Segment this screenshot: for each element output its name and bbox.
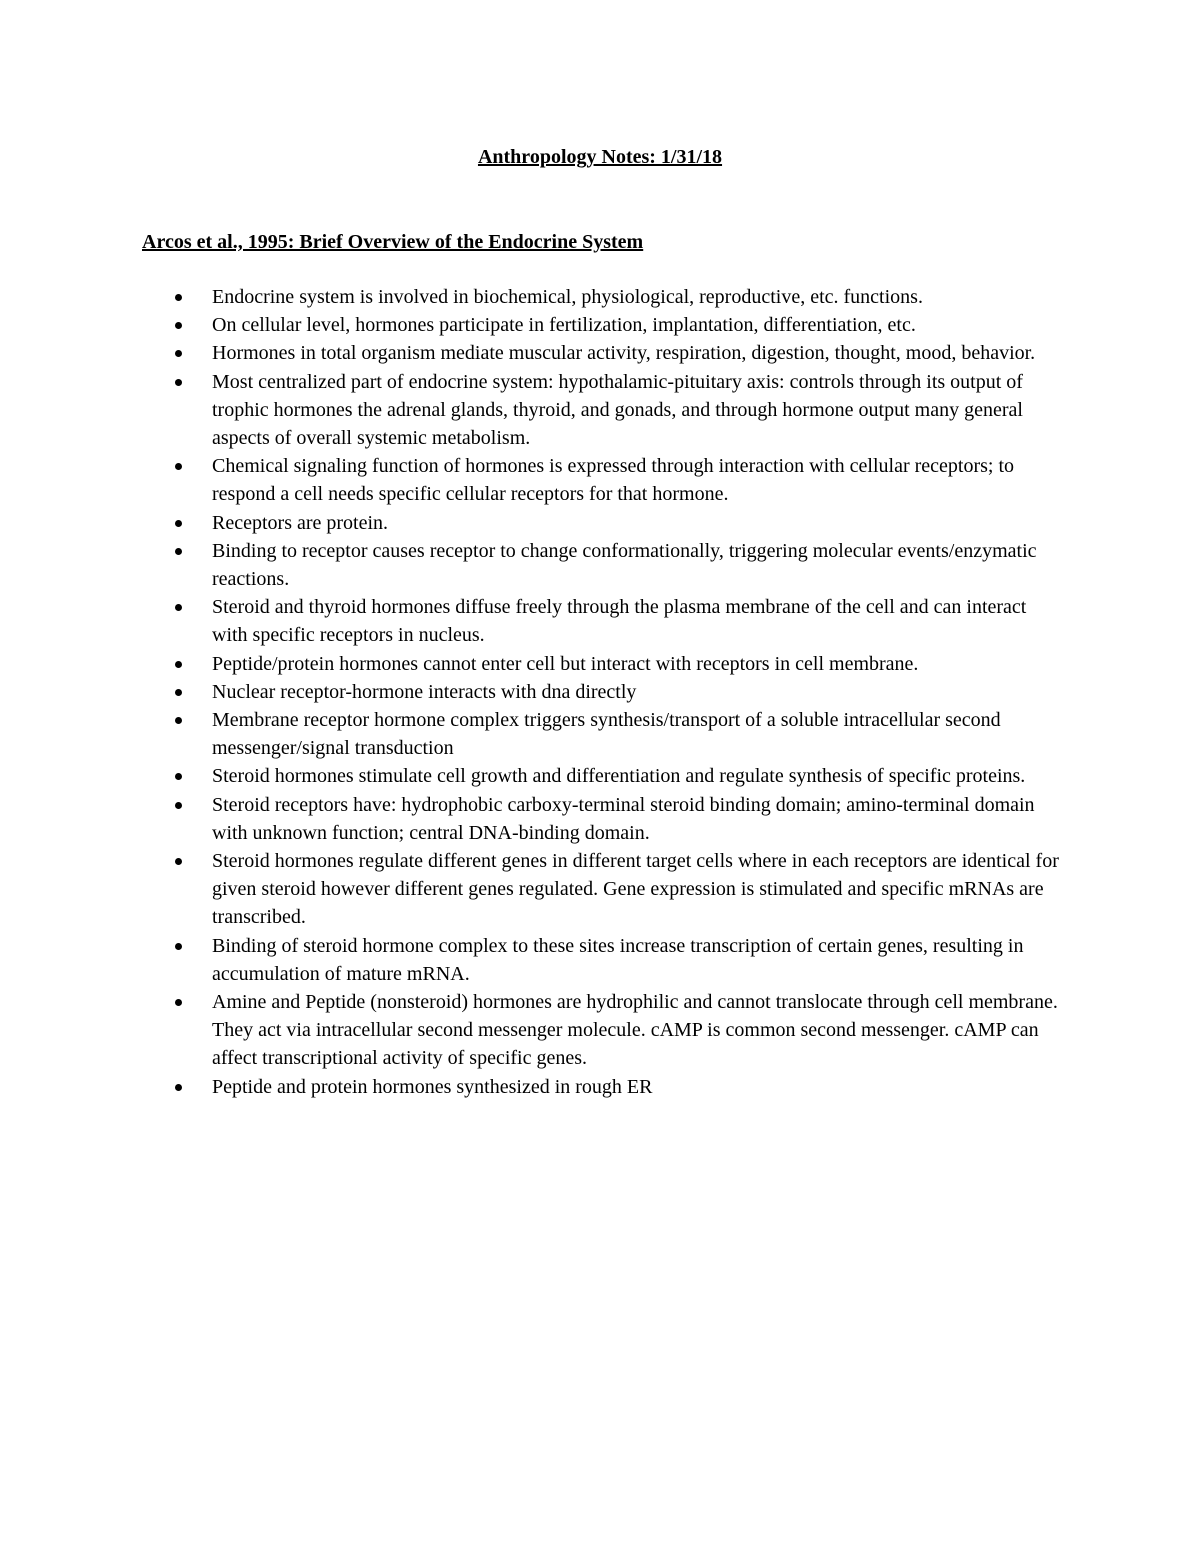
bullet-icon <box>175 322 182 329</box>
notes-list <box>142 283 1062 1101</box>
list-item <box>142 509 1062 537</box>
bullet-icon <box>175 520 182 527</box>
list-item-text: Membrane receptor hormone complex triggers synthesis/transport of a soluble intracellular second messenger/signal transduction <box>212 709 1001 760</box>
list-item-text: Endocrine system is involved in biochemical, physiological, reproductive, etc. functions. <box>212 286 923 308</box>
list-item <box>142 368 1062 453</box>
list-item-text: Steroid hormones regulate different genes in different target cells where in each receptors are identical for given steroid however different genes regulated. Gene expression is stimulated and specific mRNAs are transcribed. <box>212 850 1059 929</box>
list-item <box>142 339 1062 367</box>
bullet-icon <box>175 773 182 780</box>
list-item-text: Steroid hormones stimulate cell growth and differentiation and regulate synthesis of specific proteins. <box>212 765 1026 788</box>
list-item <box>142 988 1062 1073</box>
list-item <box>142 537 1062 593</box>
list-item-text: Peptide and protein hormones synthesized in rough ER <box>212 1075 653 1098</box>
list-item <box>142 593 1062 649</box>
bullet-icon <box>175 604 182 611</box>
list-item-text: Steroid receptors have: hydrophobic carboxy-terminal steroid binding domain; amino-terminal domain with unknown function; central DNA-binding domain. <box>212 793 1035 844</box>
list-item <box>142 932 1062 988</box>
list-item-text: Peptide/protein hormones cannot enter cell but interact with receptors in cell membrane. <box>212 652 919 675</box>
list-item-text: Binding of steroid hormone complex to these sites increase transcription of certain genes, resulting in accumulation of mature mRNA. <box>212 934 1024 985</box>
bullet-icon <box>175 943 182 950</box>
bullet-icon <box>175 1084 182 1091</box>
bullet-icon <box>175 999 182 1006</box>
list-item-text: Binding to receptor causes receptor to change conformationally, triggering molecular events/enzymatic reactions. <box>212 539 1037 591</box>
bullet-icon <box>175 802 182 809</box>
list-item <box>142 762 1062 790</box>
bullet-icon <box>175 661 182 668</box>
list-item <box>142 283 1062 311</box>
list-item <box>142 452 1062 508</box>
bullet-icon <box>175 294 182 301</box>
list-item <box>142 706 1062 762</box>
page-title: Anthropology Notes: 1/31/18 <box>477 146 723 168</box>
bullet-icon <box>175 858 182 865</box>
list-item-text: Amine and Peptide (nonsteroid) hormones are hydrophilic and cannot translocate through cell membrane. They act via intracellular second messenger molecule. cAMP is common second messenger. cAMP can affect transcriptional activity of specific genes. <box>212 991 1058 1070</box>
list-item <box>142 791 1062 847</box>
list-item <box>142 650 1062 678</box>
section-heading: Arcos et al., 1995: Brief Overview of the Endocrine System <box>142 231 644 253</box>
bullet-icon <box>175 350 182 357</box>
bullet-icon <box>175 379 182 386</box>
list-item <box>142 311 1062 339</box>
list-item-text: Steroid and thyroid hormones diffuse freely through the plasma membrane of the cell and can interact with specific receptors in nucleus. <box>212 596 1027 647</box>
list-item-text: Chemical signaling function of hormones is expressed through interaction with cellular receptors; to respond a cell needs specific cellular receptors for that hormone. <box>212 455 1015 506</box>
list-item <box>142 1073 1062 1101</box>
list-item <box>142 847 1062 932</box>
list-item-text: Most centralized part of endocrine system: hypothalamic-pituitary axis: controls through its output of trophic hormones the adrenal glands, thyroid, and gonads, and through hormone output many general aspects of overall systemic metabolism. <box>212 370 1023 450</box>
list-item <box>142 678 1062 706</box>
list-item-text: Hormones in total organism mediate muscular activity, respiration, digestion, thought, mood, behavior. <box>212 342 1036 365</box>
list-item-text: Receptors are protein. <box>212 511 389 534</box>
bullet-icon <box>175 463 182 470</box>
bullet-icon <box>175 548 182 555</box>
list-item-text: On cellular level, hormones participate in fertilization, implantation, differentiation, etc. <box>212 314 916 337</box>
list-item-text: Nuclear receptor-hormone interacts with dna directly <box>212 680 637 703</box>
bullet-icon <box>175 717 182 724</box>
bullet-icon <box>175 689 182 696</box>
